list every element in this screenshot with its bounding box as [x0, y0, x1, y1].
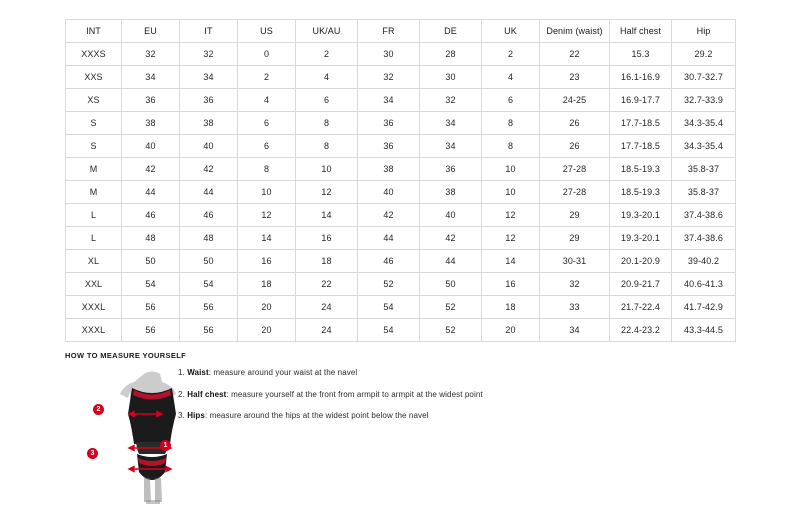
cell-hip: 35.8-37: [672, 181, 736, 204]
cell-de: 42: [420, 227, 482, 250]
cell-us: 16: [238, 250, 296, 273]
cell-it: 56: [180, 296, 238, 319]
cell-us: 14: [238, 227, 296, 250]
cell-hip: 39-40.2: [672, 250, 736, 273]
cell-uk-au: 6: [296, 89, 358, 112]
cell-uk: 8: [482, 112, 540, 135]
measure-step-hips: [178, 411, 608, 421]
step-term-waist: Waist: [187, 368, 209, 377]
step-number-2: 2.: [178, 389, 185, 399]
cell-fr: 54: [358, 319, 420, 342]
cell-us: 4: [238, 89, 296, 112]
cell-half-chest: 19.3-20.1: [610, 204, 672, 227]
cell-it: 48: [180, 227, 238, 250]
cell-de: 28: [420, 43, 482, 66]
cell-int: L: [66, 204, 122, 227]
cell-half-chest: 17.7-18.5: [610, 112, 672, 135]
cell-uk-au: 12: [296, 181, 358, 204]
cell-it: 50: [180, 250, 238, 273]
column-header-hip: Hip: [672, 20, 736, 43]
cell-uk: 6: [482, 89, 540, 112]
table-row: [66, 135, 736, 158]
cell-denim-waist: 27-28: [540, 158, 610, 181]
cell-half-chest: 19.3-20.1: [610, 227, 672, 250]
column-header-fr: FR: [358, 20, 420, 43]
cell-uk-au: 2: [296, 43, 358, 66]
cell-hip: 34.3-35.4: [672, 112, 736, 135]
cell-int: XXS: [66, 66, 122, 89]
cell-us: 8: [238, 158, 296, 181]
cell-eu: 50: [122, 250, 180, 273]
column-header-uk-au: UK/AU: [296, 20, 358, 43]
cell-half-chest: 15.3: [610, 43, 672, 66]
cell-uk-au: 8: [296, 135, 358, 158]
cell-it: 46: [180, 204, 238, 227]
cell-us: 2: [238, 66, 296, 89]
cell-fr: 52: [358, 273, 420, 296]
cell-denim-waist: 26: [540, 112, 610, 135]
cell-de: 36: [420, 158, 482, 181]
cell-denim-waist: 29: [540, 204, 610, 227]
table-row: [66, 250, 736, 273]
cell-denim-waist: 32: [540, 273, 610, 296]
cell-uk-au: 16: [296, 227, 358, 250]
table-body: [66, 43, 736, 342]
cell-int: XL: [66, 250, 122, 273]
table-row: [66, 89, 736, 112]
cell-int: S: [66, 112, 122, 135]
cell-hip: 41.7-42.9: [672, 296, 736, 319]
cell-int: M: [66, 158, 122, 181]
table-row: [66, 319, 736, 342]
cell-int: XS: [66, 89, 122, 112]
table-row: [66, 296, 736, 319]
cell-fr: 34: [358, 89, 420, 112]
cell-denim-waist: 30-31: [540, 250, 610, 273]
cell-fr: 44: [358, 227, 420, 250]
cell-eu: 40: [122, 135, 180, 158]
cell-fr: 36: [358, 112, 420, 135]
cell-us: 0: [238, 43, 296, 66]
cell-eu: 32: [122, 43, 180, 66]
measure-step-half-chest: [178, 390, 608, 400]
cell-half-chest: 18.5-19.3: [610, 181, 672, 204]
cell-it: 36: [180, 89, 238, 112]
cell-hip: 37.4-38.6: [672, 204, 736, 227]
step-number-1: 1.: [178, 368, 185, 377]
cell-int: XXL: [66, 273, 122, 296]
cell-uk-au: 18: [296, 250, 358, 273]
cell-de: 52: [420, 319, 482, 342]
cell-de: 50: [420, 273, 482, 296]
measure-step-waist: [178, 368, 608, 378]
step-term-half-chest: Half chest: [187, 389, 227, 399]
cell-hip: 34.3-35.4: [672, 135, 736, 158]
step-text-waist: : measure around your waist at the navel: [208, 368, 358, 377]
cell-eu: 42: [122, 158, 180, 181]
cell-half-chest: 16.9-17.7: [610, 89, 672, 112]
cell-de: 30: [420, 66, 482, 89]
cell-eu: 34: [122, 66, 180, 89]
table-header: [66, 20, 736, 43]
cell-uk-au: 14: [296, 204, 358, 227]
cell-hip: 37.4-38.6: [672, 227, 736, 250]
cell-fr: 32: [358, 66, 420, 89]
measure-steps-list: [178, 368, 608, 433]
cell-denim-waist: 26: [540, 135, 610, 158]
column-header-uk: UK: [482, 20, 540, 43]
size-chart-table: [65, 19, 736, 342]
cell-de: 34: [420, 135, 482, 158]
cell-denim-waist: 34: [540, 319, 610, 342]
cell-uk: 12: [482, 204, 540, 227]
cell-de: 44: [420, 250, 482, 273]
cell-us: 20: [238, 296, 296, 319]
cell-us: 6: [238, 135, 296, 158]
cell-fr: 54: [358, 296, 420, 319]
cell-it: 44: [180, 181, 238, 204]
cell-fr: 42: [358, 204, 420, 227]
cell-int: XXXS: [66, 43, 122, 66]
badge-hips: 3: [87, 448, 98, 459]
cell-int: XXXL: [66, 296, 122, 319]
badge-waist: 1: [160, 440, 171, 451]
cell-it: 40: [180, 135, 238, 158]
cell-half-chest: 21.7-22.4: [610, 296, 672, 319]
column-header-half-chest: Half chest: [610, 20, 672, 43]
cell-fr: 46: [358, 250, 420, 273]
cell-us: 18: [238, 273, 296, 296]
cell-uk: 2: [482, 43, 540, 66]
cell-de: 40: [420, 204, 482, 227]
step-text-hips: : measure around the hips at the widest point below the navel: [204, 411, 429, 421]
cell-de: 34: [420, 112, 482, 135]
cell-eu: 36: [122, 89, 180, 112]
cell-eu: 44: [122, 181, 180, 204]
cell-half-chest: 17.7-18.5: [610, 135, 672, 158]
cell-denim-waist: 22: [540, 43, 610, 66]
cell-it: 32: [180, 43, 238, 66]
cell-it: 38: [180, 112, 238, 135]
cell-half-chest: 18.5-19.3: [610, 158, 672, 181]
cell-hip: 30.7-32.7: [672, 66, 736, 89]
cell-us: 6: [238, 112, 296, 135]
cell-fr: 30: [358, 43, 420, 66]
cell-de: 38: [420, 181, 482, 204]
table-row: [66, 204, 736, 227]
step-text-half-chest: : measure yourself at the front from armpit to armpit at the widest point: [226, 389, 483, 399]
cell-int: L: [66, 227, 122, 250]
table-row: [66, 181, 736, 204]
cell-hip: 40.6-41.3: [672, 273, 736, 296]
cell-eu: 56: [122, 319, 180, 342]
cell-it: 42: [180, 158, 238, 181]
cell-hip: 29.2: [672, 43, 736, 66]
cell-us: 20: [238, 319, 296, 342]
column-header-de: DE: [420, 20, 482, 43]
cell-uk: 10: [482, 158, 540, 181]
cell-us: 12: [238, 204, 296, 227]
column-header-denim-waist: Denim (waist): [540, 20, 610, 43]
column-header-eu: EU: [122, 20, 180, 43]
cell-uk: 16: [482, 273, 540, 296]
cell-denim-waist: 23: [540, 66, 610, 89]
cell-fr: 40: [358, 181, 420, 204]
table-row: [66, 112, 736, 135]
cell-int: M: [66, 181, 122, 204]
table-row: [66, 43, 736, 66]
cell-denim-waist: 27-28: [540, 181, 610, 204]
cell-it: 54: [180, 273, 238, 296]
column-header-it: IT: [180, 20, 238, 43]
cell-eu: 48: [122, 227, 180, 250]
cell-uk-au: 24: [296, 296, 358, 319]
cell-eu: 46: [122, 204, 180, 227]
cell-hip: 35.8-37: [672, 158, 736, 181]
table-row: [66, 227, 736, 250]
column-header-int: INT: [66, 20, 122, 43]
cell-uk-au: 10: [296, 158, 358, 181]
cell-uk-au: 24: [296, 319, 358, 342]
table-header-row: [66, 20, 736, 43]
step-term-hips: Hips: [187, 411, 205, 421]
cell-denim-waist: 33: [540, 296, 610, 319]
cell-us: 10: [238, 181, 296, 204]
cell-uk-au: 4: [296, 66, 358, 89]
table-row: [66, 273, 736, 296]
how-to-measure-title: HOW TO MEASURE YOURSELF: [65, 351, 187, 360]
cell-half-chest: 22.4-23.2: [610, 319, 672, 342]
column-header-us: US: [238, 20, 296, 43]
cell-half-chest: 20.9-21.7: [610, 273, 672, 296]
cell-uk: 12: [482, 227, 540, 250]
badge-half-chest: 2: [93, 404, 104, 415]
cell-uk: 14: [482, 250, 540, 273]
cell-de: 52: [420, 296, 482, 319]
cell-hip: 43.3-44.5: [672, 319, 736, 342]
cell-it: 56: [180, 319, 238, 342]
cell-eu: 38: [122, 112, 180, 135]
cell-denim-waist: 24-25: [540, 89, 610, 112]
cell-int: XXXL: [66, 319, 122, 342]
cell-uk: 18: [482, 296, 540, 319]
cell-fr: 36: [358, 135, 420, 158]
cell-uk: 20: [482, 319, 540, 342]
cell-int: S: [66, 135, 122, 158]
table-row: [66, 158, 736, 181]
cell-half-chest: 16.1-16.9: [610, 66, 672, 89]
cell-uk: 10: [482, 181, 540, 204]
size-chart-table-wrapper: [65, 19, 735, 342]
table-row: [66, 66, 736, 89]
cell-fr: 38: [358, 158, 420, 181]
cell-uk-au: 8: [296, 112, 358, 135]
cell-uk-au: 22: [296, 273, 358, 296]
cell-half-chest: 20.1-20.9: [610, 250, 672, 273]
cell-hip: 32.7-33.9: [672, 89, 736, 112]
step-number-3: 3.: [178, 411, 185, 421]
cell-eu: 54: [122, 273, 180, 296]
cell-uk: 4: [482, 66, 540, 89]
cell-eu: 56: [122, 296, 180, 319]
cell-denim-waist: 29: [540, 227, 610, 250]
cell-uk: 8: [482, 135, 540, 158]
cell-it: 34: [180, 66, 238, 89]
cell-de: 32: [420, 89, 482, 112]
